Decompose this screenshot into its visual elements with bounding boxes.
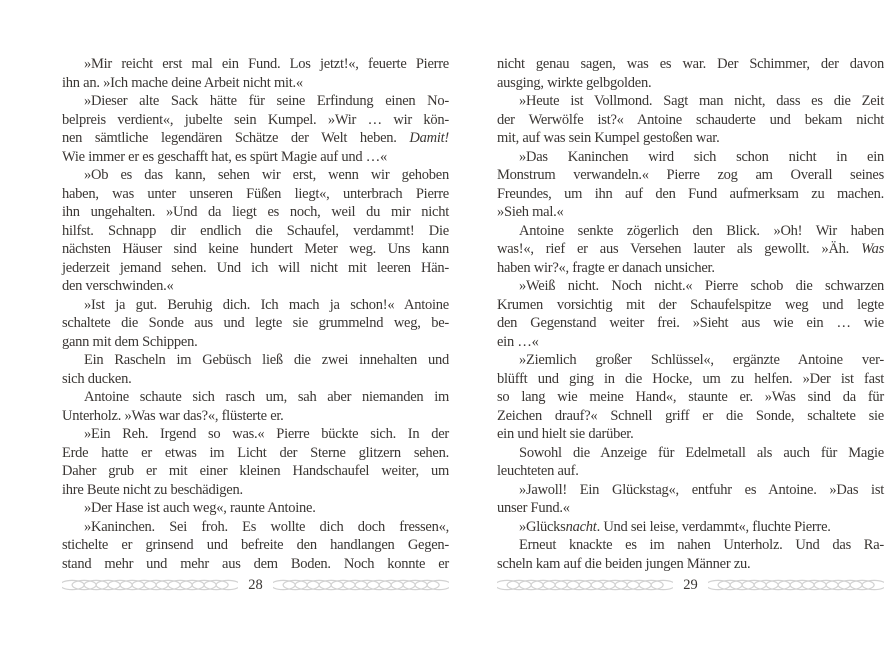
text-line: gann mit dem Schippen. (62, 333, 198, 350)
text-line: stichelte er grinsend und befreite den handlangen Gegen- (62, 537, 449, 553)
text-line: unser Fund.« (497, 500, 570, 516)
text-line: »Ob es das kann, sehen wir erst, wenn wir gehoben (84, 167, 449, 183)
text-line: »Ein Reh. Irgend so was.« Pierre bückte sich. In der (84, 426, 449, 442)
text-line: Erneut knackte es im nahen Unterholz. Und das Ra- (519, 537, 884, 553)
text-line: »Das Kaninchen wird sich schon nicht in ein (519, 148, 884, 165)
text-line: jederzeit jemand sehen. Und ich will nicht mit leeren Hän- (62, 259, 449, 276)
paragraph (497, 148, 884, 222)
text-line: haben wir?«, fragte er danach unsicher. (497, 259, 715, 276)
left-page-footer (62, 577, 449, 593)
paragraph (62, 388, 449, 425)
left-page-text (62, 55, 449, 573)
text-line: »Weiß nicht. Noch nicht.« Pierre schob die schwarzen (519, 278, 884, 294)
text-line: ein und hielt sie darüber. (497, 426, 634, 442)
paragraph (497, 55, 884, 92)
paragraph (497, 222, 884, 278)
text-line: »Sieh mal.« (497, 204, 564, 220)
text-line: Monstrum verwandeln.« Pierre zog am Overall seines (497, 167, 884, 183)
text-line: Antoine senkte zögerlich den Blick. »Oh! Wir haben (519, 222, 884, 239)
text-line: stand mehr und mehr aus dem Boden. Noch konnte er (62, 555, 449, 572)
text-line: Antoine schaute sich rasch um, sah aber niemanden im (84, 389, 449, 405)
paragraph (62, 499, 449, 518)
text-line: schaltete die Sonde aus und legte sie grummelnd weg, be- (62, 315, 449, 331)
text-line: Daher grub er mit einer kleinen Handschaufel weiter, um (62, 463, 449, 479)
text-line: sich ducken. (62, 370, 132, 387)
paragraph (62, 425, 449, 499)
paragraph (62, 92, 449, 166)
text-line: Unterholz. »Was war das?«, flüsterte er. (62, 407, 284, 424)
left-page (62, 0, 449, 648)
paragraph (62, 55, 449, 92)
paragraph (497, 481, 884, 518)
text-line: blüfft und ging in die Hocke, um zu helfen. »Der ist fast (497, 370, 884, 387)
text-line: Wie immer er es geschafft hat, es spürt Magie auf und …« (62, 148, 387, 165)
braided-chain-ornament-left (62, 578, 238, 592)
text-line: belpreis verdient«, jubelte sein Kumpel. »Wir … wir kön- (62, 111, 449, 128)
braided-chain-ornament-left (497, 578, 673, 592)
text-line: nen sämtliche legendären Schätze der Welt heben. Damit! (62, 130, 449, 146)
text-line: haben, was unter unseren Füßen liegt«, unterbrach Pierre (62, 185, 449, 202)
text-line: nicht genau sagen, was es war. Der Schimmer, der davon (497, 56, 884, 72)
text-line: »Der Hase ist auch weg«, raunte Antoine. (84, 500, 316, 516)
text-line: »Dieser alte Sack hätte für seine Erfindung einen No- (84, 93, 449, 109)
text-line: »Mir reicht erst mal ein Fund. Los jetzt!«, feuerte Pierre (84, 56, 449, 72)
paragraph (497, 518, 884, 537)
paragraph (62, 351, 449, 388)
paragraph (497, 444, 884, 481)
text-line: ein …« (497, 333, 539, 350)
text-line: Krumen vorsichtig mit der Schaufelspitze weg und legte (497, 296, 884, 313)
text-line: »Kaninchen. Sei froh. Es wollte dich doch fressen«, (84, 518, 449, 535)
right-page (497, 0, 884, 648)
braided-chain-ornament-right (708, 578, 884, 592)
text-line: leuchteten auf. (497, 463, 579, 479)
text-line: »Ist ja gut. Beruhig dich. Ich mach ja schon!« Antoine (84, 296, 449, 313)
text-line: »Glücksnacht. Und sei leise, verdammt«, fluchte Pierre. (519, 518, 831, 535)
text-line: was!«, rief er aus Versehen lauter als gewollt. »Äh. Was (497, 241, 884, 257)
right-page-text (497, 55, 884, 573)
text-line: Freundes, um ihn auf den Fund aufmerksam zu machen. (497, 185, 884, 202)
paragraph (62, 166, 449, 296)
text-line: mit, auf was sein Kumpel gestoßen war. (497, 130, 720, 146)
paragraph (497, 92, 884, 148)
page-number: 29 (683, 577, 698, 593)
text-line: den Gegenstand weiter frei. »Sieht aus wie ein … wie (497, 315, 884, 331)
text-line: scheln kam auf die beiden jungen Männer zu. (497, 555, 751, 572)
text-line: Sowohl die Anzeige für Edelmetall als auch für Magie (519, 444, 884, 461)
text-line: Zeichen drauf?« Schnell griff er die Sonde, schaltete sie (497, 407, 884, 424)
text-line: nächsten Häuser sind keine hundert Meter weg. Uns kann (62, 241, 449, 257)
paragraph (497, 277, 884, 351)
text-line: »Heute ist Vollmond. Sagt man nicht, dass es die Zeit (519, 93, 884, 109)
text-line: »Jawoll! Ein Glückstag«, entfuhr es Antoine. »Das ist (519, 481, 884, 498)
paragraph (497, 536, 884, 573)
text-line: ihn ungehalten. »Und da liegt es noch, weil du mir nicht (62, 204, 449, 220)
text-line: der Werwölfe ist?« Antoine schauderte und bekam nicht (497, 111, 884, 128)
paragraph (62, 296, 449, 352)
right-page-footer (497, 577, 884, 593)
text-line: hilfst. Schnapp dir endlich die Schaufel, verdammt! Die (62, 222, 449, 239)
text-line: »Ziemlich großer Schlüssel«, ergänzte Antoine ver- (519, 352, 884, 368)
text-line: ihn an. »Ich mache deine Arbeit nicht mit.« (62, 74, 303, 91)
text-line: so lang wie meine Hand«, staunte er. »Was sind da für (497, 389, 884, 405)
braided-chain-ornament-right (273, 578, 449, 592)
paragraph (497, 351, 884, 444)
text-line: Erde hatte er etwas im Licht der Sterne glitzern sehen. (62, 444, 449, 461)
text-line: den verschwinden.« (62, 278, 174, 294)
text-line: Ein Rascheln im Gebüsch ließ die zwei innehalten und (84, 352, 449, 368)
page-number: 28 (248, 577, 263, 593)
paragraph (62, 518, 449, 574)
text-line: ihre Beute nicht zu beschädigen. (62, 481, 243, 498)
text-line: ausging, wirkte gelbgolden. (497, 74, 652, 91)
